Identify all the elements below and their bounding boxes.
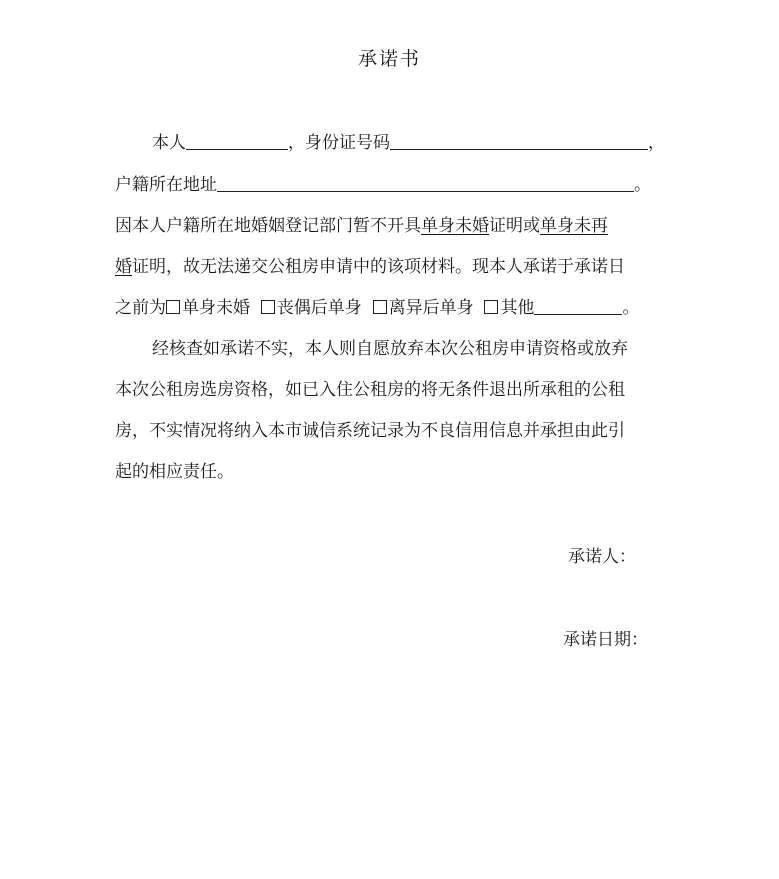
checkbox-icon[interactable] <box>484 300 498 314</box>
checkbox-icon[interactable] <box>373 300 387 314</box>
declarant-line <box>152 131 665 155</box>
statement-text-1: 因本人户籍所在地婚姻登记部门暂不开具 <box>115 216 421 236</box>
checkbox-icon[interactable] <box>166 300 180 314</box>
declarant-prefix: 本人 <box>152 133 186 153</box>
promisor-label: 承诺人： <box>568 547 636 567</box>
address-blank[interactable] <box>217 173 634 192</box>
name-blank[interactable] <box>186 131 288 150</box>
checkbox-icon[interactable] <box>261 300 275 314</box>
option-label: 丧偶后单身 <box>276 298 362 318</box>
option-divorced[interactable] <box>373 298 474 318</box>
option-label: 其他 <box>500 298 535 318</box>
line5-end: 。 <box>622 298 640 318</box>
single-not-remarried-term-end: 婚 <box>115 257 132 277</box>
line2-end: 。 <box>634 175 651 195</box>
consequence-line-3: 房，不实情况将纳入本市诚信系统记录为不良信用信息并承担由此引 <box>115 421 625 441</box>
statement-line-1 <box>115 214 608 238</box>
statement-text-3: 证明，故无法递交公租房申请中的该项材料。现本人承诺于承诺日 <box>132 257 625 277</box>
statement-line-2 <box>115 255 625 279</box>
address-line <box>115 173 651 197</box>
option-other[interactable] <box>484 298 534 318</box>
line1-end: ， <box>648 133 665 153</box>
single-unmarried-term: 单身未婚 <box>421 216 489 236</box>
status-options-line <box>115 296 639 320</box>
single-not-remarried-term: 单身未再 <box>540 216 608 236</box>
other-blank[interactable] <box>534 296 622 315</box>
id-number-blank[interactable] <box>390 131 648 150</box>
option-label: 单身未婚 <box>182 298 250 318</box>
statement-text-2: 证明或 <box>489 216 540 236</box>
page-title: 承诺书 <box>357 48 421 70</box>
status-prefix: 之前为 <box>115 298 166 318</box>
date-label: 承诺日期： <box>563 630 648 650</box>
consequence-line-4: 起的相应责任。 <box>115 462 234 482</box>
option-widowed[interactable] <box>261 298 362 318</box>
consequence-line-1: 经核查如承诺不实，本人则自愿放弃本次公租房申请资格或放弃 <box>152 339 628 359</box>
consequence-line-2: 本次公租房选房资格，如已入住公租房的将无条件退出所承租的公租 <box>115 380 625 400</box>
address-label: 户籍所在地址 <box>115 175 217 195</box>
option-single-unmarried[interactable] <box>166 298 250 318</box>
option-label: 离异后单身 <box>388 298 474 318</box>
id-label: ，身份证号码 <box>288 133 390 153</box>
